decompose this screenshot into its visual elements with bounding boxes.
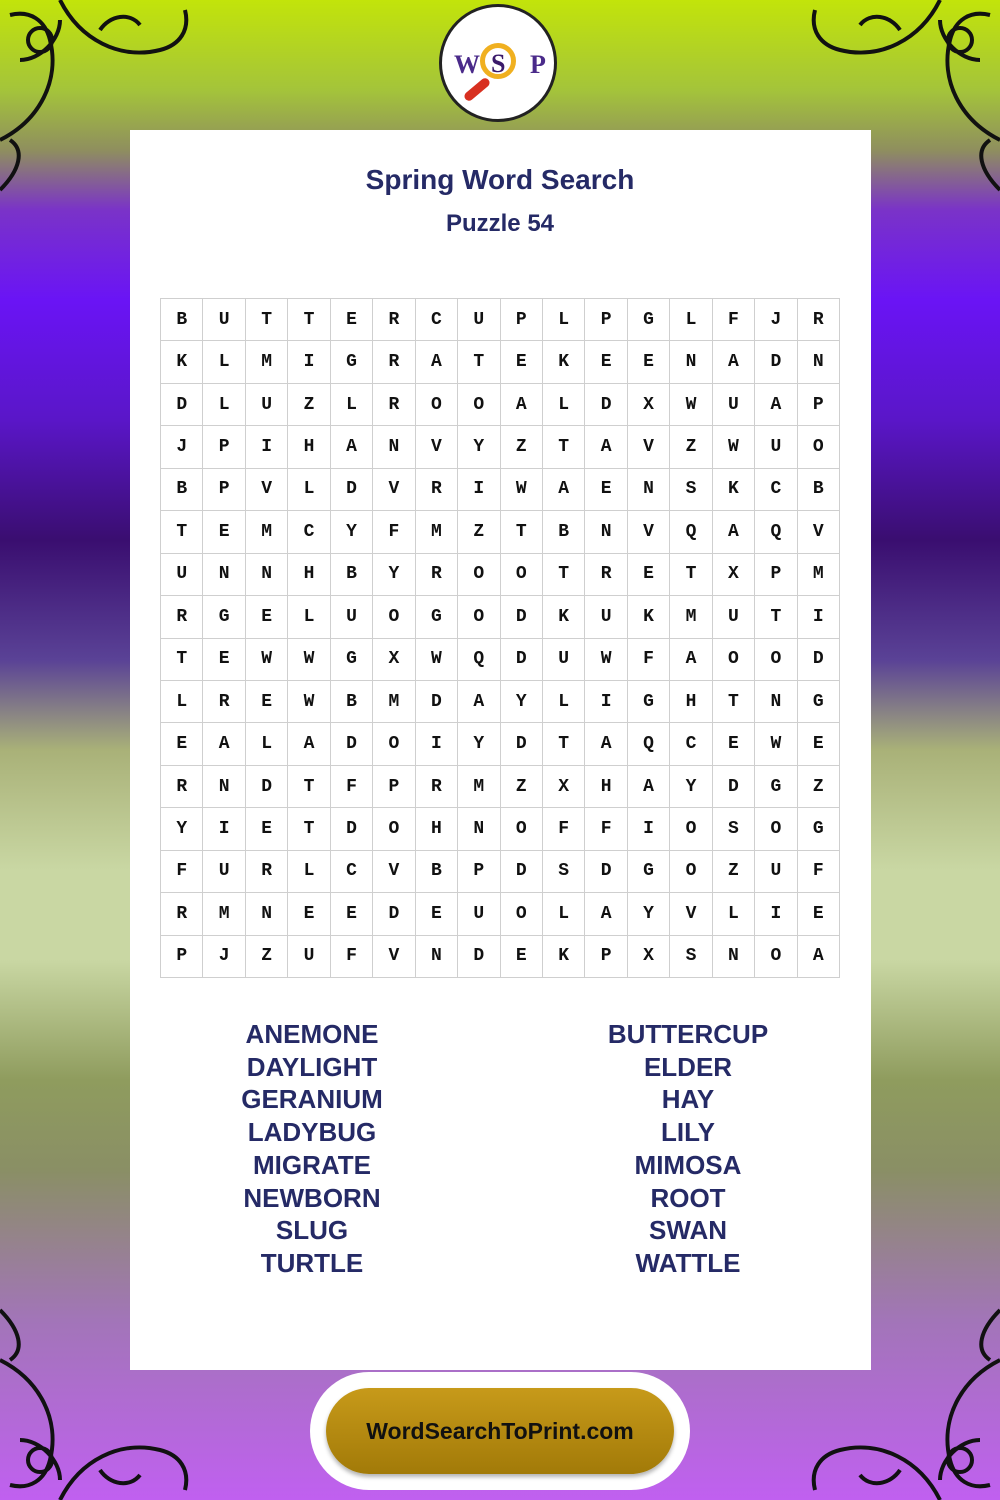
grid-cell[interactable]: D — [501, 851, 543, 893]
grid-cell[interactable]: W — [755, 723, 797, 765]
letter-grid — [160, 298, 840, 978]
grid-cell[interactable]: F — [713, 299, 755, 341]
grid-cell[interactable]: X — [713, 554, 755, 596]
grid-cell[interactable]: X — [373, 639, 415, 681]
grid-cell[interactable]: N — [798, 341, 840, 383]
grid-cell[interactable]: V — [628, 511, 670, 553]
grid-cell[interactable]: D — [501, 723, 543, 765]
word-list-item: BUTTERCUP — [607, 1019, 769, 1049]
grid-cell[interactable]: T — [161, 511, 203, 553]
grid-cell[interactable]: C — [416, 299, 458, 341]
grid-cell[interactable]: N — [585, 511, 627, 553]
grid-cell[interactable]: W — [585, 639, 627, 681]
grid-cell[interactable]: L — [543, 299, 585, 341]
grid-cell[interactable]: Q — [458, 639, 500, 681]
grid-cell[interactable]: H — [416, 808, 458, 850]
grid-cell[interactable]: Z — [501, 766, 543, 808]
grid-cell[interactable]: B — [416, 851, 458, 893]
grid-cell[interactable]: Y — [458, 426, 500, 468]
grid-cell[interactable]: U — [203, 299, 245, 341]
grid-cell[interactable]: U — [331, 596, 373, 638]
grid-cell[interactable]: L — [246, 723, 288, 765]
grid-cell[interactable]: R — [203, 681, 245, 723]
grid-cell[interactable]: I — [416, 723, 458, 765]
grid-cell[interactable]: C — [755, 469, 797, 511]
grid-cell[interactable]: G — [798, 808, 840, 850]
grid-cell[interactable]: R — [161, 766, 203, 808]
grid-cell[interactable]: W — [288, 639, 330, 681]
grid-cell[interactable]: C — [331, 851, 373, 893]
grid-cell[interactable]: Z — [246, 936, 288, 978]
grid-cell[interactable]: D — [501, 639, 543, 681]
grid-cell[interactable]: P — [798, 384, 840, 426]
grid-cell[interactable]: T — [543, 554, 585, 596]
grid-cell[interactable]: Z — [713, 851, 755, 893]
grid-cell[interactable]: M — [416, 511, 458, 553]
grid-cell[interactable]: O — [416, 384, 458, 426]
grid-cell[interactable]: O — [755, 639, 797, 681]
grid-cell[interactable]: K — [543, 596, 585, 638]
grid-cell[interactable]: I — [585, 681, 627, 723]
grid-cell[interactable]: B — [798, 469, 840, 511]
grid-cell[interactable]: R — [161, 893, 203, 935]
grid-cell[interactable]: T — [288, 299, 330, 341]
grid-cell[interactable]: O — [798, 426, 840, 468]
logo-letter-w: W — [454, 50, 480, 79]
grid-cell[interactable]: F — [585, 808, 627, 850]
grid-cell[interactable]: E — [246, 681, 288, 723]
grid-cell[interactable]: N — [458, 808, 500, 850]
grid-cell[interactable]: D — [161, 384, 203, 426]
word-list-item: TURTLE — [260, 1247, 364, 1278]
grid-cell[interactable]: Z — [798, 766, 840, 808]
grid-cell[interactable]: H — [288, 554, 330, 596]
grid-cell[interactable]: I — [628, 808, 670, 850]
grid-cell[interactable]: A — [585, 893, 627, 935]
grid-cell[interactable]: D — [331, 469, 373, 511]
grid-cell[interactable]: A — [713, 341, 755, 383]
grid-cell[interactable]: U — [458, 893, 500, 935]
grid-cell[interactable]: F — [373, 511, 415, 553]
grid-cell[interactable]: N — [670, 341, 712, 383]
grid-cell[interactable]: T — [501, 511, 543, 553]
grid-cell[interactable]: O — [713, 639, 755, 681]
grid-cell[interactable]: V — [373, 936, 415, 978]
grid-cell[interactable]: V — [373, 469, 415, 511]
grid-cell[interactable]: T — [246, 299, 288, 341]
wsp-logo — [439, 4, 557, 122]
grid-cell[interactable]: O — [373, 808, 415, 850]
grid-cell[interactable]: Q — [670, 511, 712, 553]
grid-cell[interactable]: L — [670, 299, 712, 341]
grid-cell[interactable]: U — [458, 299, 500, 341]
grid-cell[interactable]: P — [373, 766, 415, 808]
grid-cell[interactable]: L — [288, 851, 330, 893]
grid-cell[interactable]: V — [246, 469, 288, 511]
grid-cell[interactable]: U — [585, 596, 627, 638]
grid-cell[interactable]: D — [416, 681, 458, 723]
grid-cell[interactable]: J — [755, 299, 797, 341]
grid-cell[interactable]: G — [798, 681, 840, 723]
grid-cell[interactable]: G — [331, 341, 373, 383]
grid-cell[interactable]: I — [755, 893, 797, 935]
word-list-item: LADYBUG — [247, 1117, 377, 1148]
grid-cell[interactable]: E — [501, 341, 543, 383]
grid-cell[interactable]: Y — [373, 554, 415, 596]
grid-cell[interactable]: A — [628, 766, 670, 808]
grid-cell[interactable]: B — [331, 554, 373, 596]
grid-cell[interactable]: E — [798, 893, 840, 935]
footer-badge — [310, 1372, 690, 1490]
word-list-item: ROOT — [650, 1182, 726, 1213]
grid-cell[interactable]: U — [543, 639, 585, 681]
word-list-item: SLUG — [275, 1215, 349, 1246]
grid-cell[interactable]: M — [246, 511, 288, 553]
grid-cell[interactable]: Y — [670, 766, 712, 808]
grid-cell[interactable]: L — [203, 384, 245, 426]
grid-cell[interactable]: L — [543, 384, 585, 426]
grid-cell[interactable]: R — [373, 341, 415, 383]
grid-cell[interactable]: D — [246, 766, 288, 808]
grid-cell[interactable]: T — [458, 341, 500, 383]
grid-cell[interactable]: O — [458, 384, 500, 426]
grid-cell[interactable]: B — [331, 681, 373, 723]
grid-cell[interactable]: U — [713, 596, 755, 638]
grid-cell[interactable]: P — [458, 851, 500, 893]
grid-cell[interactable]: I — [246, 426, 288, 468]
grid-cell[interactable]: I — [458, 469, 500, 511]
grid-cell[interactable]: U — [246, 384, 288, 426]
grid-cell[interactable]: A — [670, 639, 712, 681]
grid-cell[interactable]: N — [246, 893, 288, 935]
grid-cell[interactable]: R — [161, 596, 203, 638]
grid-cell[interactable]: S — [543, 851, 585, 893]
grid-cell[interactable]: I — [798, 596, 840, 638]
grid-cell[interactable]: D — [458, 936, 500, 978]
word-list-item: MIGRATE — [253, 1149, 371, 1180]
grid-cell[interactable]: N — [246, 554, 288, 596]
magnifier-handle — [463, 76, 492, 102]
grid-cell[interactable]: L — [543, 893, 585, 935]
grid-cell[interactable]: K — [543, 341, 585, 383]
grid-cell[interactable]: A — [585, 723, 627, 765]
grid-cell[interactable]: R — [416, 469, 458, 511]
grid-cell[interactable]: Q — [755, 511, 797, 553]
grid-cell[interactable]: U — [755, 426, 797, 468]
grid-cell[interactable]: V — [373, 851, 415, 893]
grid-cell[interactable]: D — [331, 723, 373, 765]
grid-cell[interactable]: I — [288, 341, 330, 383]
grid-cell[interactable]: E — [501, 936, 543, 978]
word-list-item: HAY — [661, 1084, 715, 1115]
grid-cell[interactable]: A — [585, 426, 627, 468]
grid-cell[interactable]: V — [798, 511, 840, 553]
grid-cell[interactable]: Z — [670, 426, 712, 468]
grid-cell[interactable]: O — [670, 808, 712, 850]
grid-cell[interactable]: W — [288, 681, 330, 723]
grid-cell[interactable]: T — [161, 639, 203, 681]
logo-letter-p: P — [530, 50, 546, 79]
grid-cell[interactable]: Q — [628, 723, 670, 765]
grid-cell[interactable]: B — [161, 469, 203, 511]
grid-cell[interactable]: R — [416, 554, 458, 596]
grid-cell[interactable]: L — [161, 681, 203, 723]
grid-cell[interactable]: D — [755, 341, 797, 383]
grid-cell[interactable]: E — [628, 341, 670, 383]
grid-cell[interactable]: H — [585, 766, 627, 808]
word-list-left — [162, 1018, 462, 1280]
grid-cell[interactable]: M — [798, 554, 840, 596]
grid-cell[interactable]: E — [203, 639, 245, 681]
grid-cell[interactable]: N — [755, 681, 797, 723]
grid-cell[interactable]: L — [203, 341, 245, 383]
grid-cell[interactable]: G — [755, 766, 797, 808]
grid-cell[interactable]: K — [713, 469, 755, 511]
grid-cell[interactable]: L — [543, 681, 585, 723]
grid-cell[interactable]: D — [798, 639, 840, 681]
word-list-item: WATTLE — [635, 1247, 741, 1278]
grid-cell[interactable]: O — [373, 723, 415, 765]
grid-cell[interactable]: E — [713, 723, 755, 765]
grid-cell[interactable]: R — [798, 299, 840, 341]
grid-cell[interactable]: Z — [458, 511, 500, 553]
word-list-item: DAYLIGHT — [246, 1051, 378, 1082]
grid-cell[interactable]: V — [416, 426, 458, 468]
grid-cell[interactable]: M — [458, 766, 500, 808]
grid-cell[interactable]: G — [628, 299, 670, 341]
grid-cell[interactable]: N — [416, 936, 458, 978]
grid-cell[interactable]: M — [670, 596, 712, 638]
grid-cell[interactable]: X — [628, 384, 670, 426]
grid-cell[interactable]: M — [246, 341, 288, 383]
grid-cell[interactable]: G — [628, 681, 670, 723]
grid-cell[interactable]: L — [288, 596, 330, 638]
grid-cell[interactable]: P — [755, 554, 797, 596]
grid-cell[interactable]: T — [670, 554, 712, 596]
grid-cell[interactable]: E — [416, 893, 458, 935]
grid-cell[interactable]: D — [585, 851, 627, 893]
logo-letter-s: S — [491, 49, 506, 78]
grid-cell[interactable]: O — [458, 596, 500, 638]
word-list-item: NEWBORN — [243, 1182, 381, 1213]
grid-cell[interactable]: F — [543, 808, 585, 850]
grid-cell[interactable]: X — [543, 766, 585, 808]
grid-cell[interactable]: R — [373, 384, 415, 426]
grid-cell[interactable]: P — [501, 299, 543, 341]
word-list-right — [538, 1018, 838, 1280]
grid-cell[interactable]: R — [416, 766, 458, 808]
grid-cell[interactable]: R — [373, 299, 415, 341]
grid-cell[interactable]: Y — [458, 723, 500, 765]
grid-cell[interactable]: N — [628, 469, 670, 511]
grid-cell[interactable]: O — [501, 893, 543, 935]
grid-cell[interactable]: O — [670, 851, 712, 893]
grid-cell[interactable]: W — [246, 639, 288, 681]
grid-cell[interactable]: T — [288, 808, 330, 850]
grid-cell[interactable]: E — [331, 893, 373, 935]
grid-cell[interactable]: R — [246, 851, 288, 893]
grid-cell[interactable]: F — [798, 851, 840, 893]
grid-cell[interactable]: U — [755, 851, 797, 893]
grid-cell[interactable]: B — [543, 511, 585, 553]
grid-cell[interactable]: L — [713, 893, 755, 935]
grid-cell[interactable]: A — [458, 681, 500, 723]
puzzle-number: Puzzle 54 — [445, 210, 555, 237]
grid-cell[interactable]: E — [798, 723, 840, 765]
grid-cell[interactable]: A — [331, 426, 373, 468]
grid-cell[interactable]: Z — [288, 384, 330, 426]
grid-cell[interactable]: J — [161, 426, 203, 468]
grid-cell[interactable]: P — [161, 936, 203, 978]
grid-cell[interactable]: E — [628, 554, 670, 596]
word-list-item: ELDER — [643, 1051, 733, 1082]
grid-cell[interactable]: F — [331, 766, 373, 808]
word-list-item: ANEMONE — [245, 1019, 379, 1049]
grid-cell[interactable]: P — [585, 299, 627, 341]
grid-cell[interactable]: N — [373, 426, 415, 468]
grid-cell[interactable]: D — [713, 766, 755, 808]
grid-cell[interactable]: O — [458, 554, 500, 596]
grid-cell[interactable]: A — [543, 469, 585, 511]
grid-cell[interactable]: U — [203, 851, 245, 893]
grid-cell[interactable]: H — [670, 681, 712, 723]
grid-cell[interactable]: P — [203, 426, 245, 468]
grid-cell[interactable]: J — [203, 936, 245, 978]
grid-cell[interactable]: N — [203, 766, 245, 808]
grid-cell[interactable]: W — [670, 384, 712, 426]
grid-cell[interactable]: P — [203, 469, 245, 511]
grid-cell[interactable]: N — [713, 936, 755, 978]
grid-cell[interactable]: M — [373, 681, 415, 723]
grid-cell[interactable]: I — [203, 808, 245, 850]
grid-cell[interactable]: R — [585, 554, 627, 596]
grid-cell[interactable]: D — [331, 808, 373, 850]
grid-cell[interactable]: Z — [501, 426, 543, 468]
grid-cell[interactable]: V — [670, 893, 712, 935]
grid-cell[interactable]: U — [713, 384, 755, 426]
grid-cell[interactable]: D — [585, 384, 627, 426]
grid-cell[interactable]: G — [203, 596, 245, 638]
grid-cell[interactable]: T — [288, 766, 330, 808]
grid-cell[interactable]: E — [331, 299, 373, 341]
grid-cell[interactable]: A — [288, 723, 330, 765]
website-link-button[interactable]: WordSearchToPrint.com — [326, 1388, 674, 1474]
grid-cell[interactable]: V — [628, 426, 670, 468]
grid-cell[interactable]: F — [628, 639, 670, 681]
grid-cell[interactable]: E — [203, 511, 245, 553]
grid-cell[interactable]: Y — [501, 681, 543, 723]
grid-cell[interactable]: O — [501, 554, 543, 596]
grid-cell[interactable]: W — [501, 469, 543, 511]
puzzle-title: Spring Word Search — [365, 164, 635, 195]
grid-cell[interactable]: H — [288, 426, 330, 468]
grid-cell[interactable]: K — [628, 596, 670, 638]
grid-cell[interactable]: N — [203, 554, 245, 596]
grid-cell[interactable]: D — [501, 596, 543, 638]
grid-cell[interactable]: A — [798, 936, 840, 978]
grid-cell[interactable]: O — [373, 596, 415, 638]
grid-cell[interactable]: S — [670, 936, 712, 978]
grid-cell[interactable]: S — [713, 808, 755, 850]
grid-cell[interactable]: G — [331, 639, 373, 681]
grid-cell[interactable]: T — [755, 596, 797, 638]
grid-cell[interactable]: E — [585, 341, 627, 383]
grid-cell[interactable]: A — [713, 511, 755, 553]
grid-cell[interactable]: W — [713, 426, 755, 468]
grid-cell[interactable]: Y — [628, 893, 670, 935]
grid-cell[interactable]: E — [246, 596, 288, 638]
grid-cell[interactable]: L — [331, 384, 373, 426]
grid-cell[interactable]: B — [161, 299, 203, 341]
grid-cell[interactable]: K — [543, 936, 585, 978]
grid-cell[interactable]: A — [755, 384, 797, 426]
word-list-item: SWAN — [649, 1215, 727, 1246]
word-list-item: GERANIUM — [241, 1084, 383, 1115]
grid-cell[interactable]: L — [288, 469, 330, 511]
grid-cell[interactable]: S — [670, 469, 712, 511]
grid-cell[interactable]: G — [416, 596, 458, 638]
grid-cell[interactable]: M — [203, 893, 245, 935]
grid-cell[interactable]: E — [246, 808, 288, 850]
grid-cell[interactable]: Y — [331, 511, 373, 553]
grid-cell[interactable]: E — [585, 469, 627, 511]
grid-cell[interactable]: X — [628, 936, 670, 978]
grid-cell[interactable]: T — [543, 723, 585, 765]
grid-cell[interactable]: Y — [161, 808, 203, 850]
grid-cell[interactable]: O — [501, 808, 543, 850]
grid-cell[interactable]: C — [288, 511, 330, 553]
grid-cell[interactable]: C — [670, 723, 712, 765]
grid-cell[interactable]: P — [585, 936, 627, 978]
grid-cell[interactable]: W — [416, 639, 458, 681]
grid-cell[interactable]: F — [331, 936, 373, 978]
grid-cell[interactable]: A — [416, 341, 458, 383]
grid-cell[interactable]: T — [713, 681, 755, 723]
grid-cell[interactable]: A — [203, 723, 245, 765]
grid-cell[interactable]: E — [161, 723, 203, 765]
grid-cell[interactable]: O — [755, 936, 797, 978]
word-list-item: MIMOSA — [634, 1149, 742, 1180]
grid-cell[interactable]: G — [628, 851, 670, 893]
grid-cell[interactable]: K — [161, 341, 203, 383]
grid-cell[interactable]: A — [501, 384, 543, 426]
grid-cell[interactable]: O — [755, 808, 797, 850]
grid-cell[interactable]: U — [288, 936, 330, 978]
grid-cell[interactable]: E — [288, 893, 330, 935]
grid-cell[interactable]: U — [161, 554, 203, 596]
word-list-item: LILY — [661, 1117, 715, 1148]
grid-cell[interactable]: F — [161, 851, 203, 893]
grid-cell[interactable]: T — [543, 426, 585, 468]
grid-cell[interactable]: D — [373, 893, 415, 935]
